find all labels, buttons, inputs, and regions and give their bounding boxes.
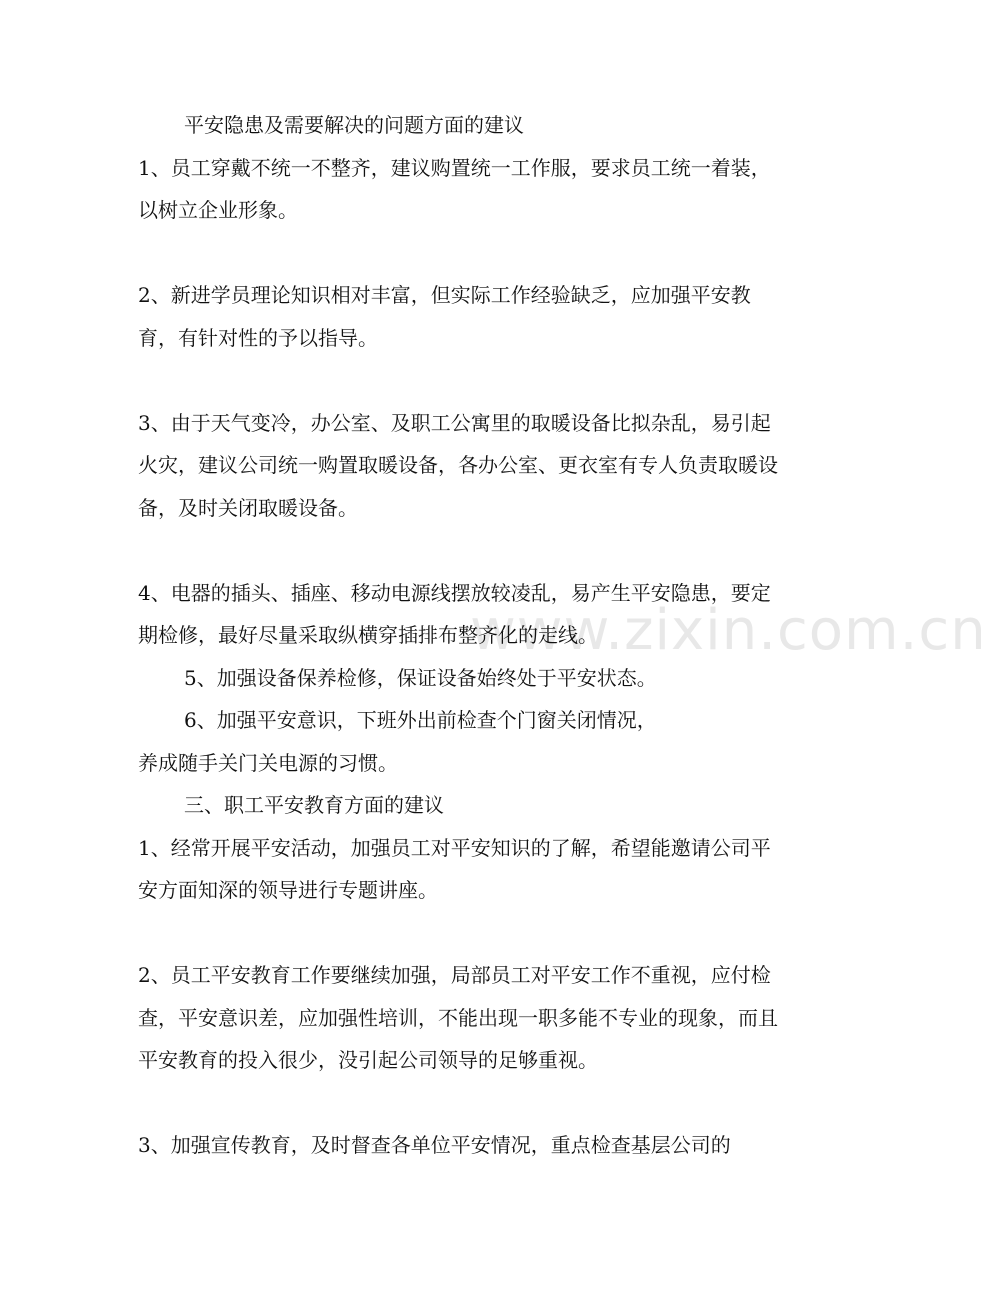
section-heading-hazards: 平安隐患及需要解决的问题方面的建议 (184, 113, 524, 137)
blank-line (138, 232, 788, 275)
paragraph-education-1: 1、经常开展平安活动，加强员工对平安知识的了解，希望能邀请公司平安方面知深的领导进行专题讲座。 (138, 835, 771, 902)
blank-line (138, 359, 788, 402)
paragraph-hazard-4: 4、电器的插头、插座、移动电源线摆放较凌乱，易产生平安隐患，要定期检修，最好尽量采取纵横穿插排布整齐化的走线。 (138, 580, 771, 647)
paragraph-education-2: 2、员工平安教育工作要继续加强，局部员工对平安工作不重视，应付检查，平安意识差，应加强性培训，不能出现一职多能不专业的现象，而且平安教育的投入很少，没引起公司领导的足够重视。 (138, 963, 778, 1072)
blank-line (138, 529, 788, 572)
paragraph-education-3: 3、加强宣传教育，及时督查各单位平安情况，重点检查基层公司的 (138, 1133, 731, 1157)
paragraph-hazard-6-cont: 养成随手关门关电源的习惯。 (138, 750, 398, 775)
blank-line (138, 912, 788, 955)
paragraph-hazard-3: 3、由于天气变冷，办公室、及职工公寓里的取暖设备比拟杂乱，易引起火灾，建议公司统一购置取暖设备，各办公室、更衣室有专人负责取暖设备，及时关闭取暖设备。 (138, 410, 778, 520)
paragraph-hazard-6: 6、加强平安意识，下班外出前检查个门窗关闭情况， (184, 708, 657, 732)
section-heading-education: 三、职工平安教育方面的建议 (184, 793, 444, 817)
paragraph-hazard-5: 5、加强设备保养检修，保证设备始终处于平安状态。 (184, 665, 657, 690)
paragraph-hazard-1: 1、员工穿戴不统一不整齐，建议购置统一工作服，要求员工统一着装，以树立企业形象。 (138, 155, 771, 222)
document-body (138, 104, 788, 1167)
blank-line (138, 1082, 788, 1125)
paragraph-hazard-2: 2、新进学员理论知识相对丰富，但实际工作经验缺乏，应加强平安教育，有针对性的予以指导。 (138, 283, 751, 350)
watermark: www.zixin.com.cn (470, 598, 987, 663)
